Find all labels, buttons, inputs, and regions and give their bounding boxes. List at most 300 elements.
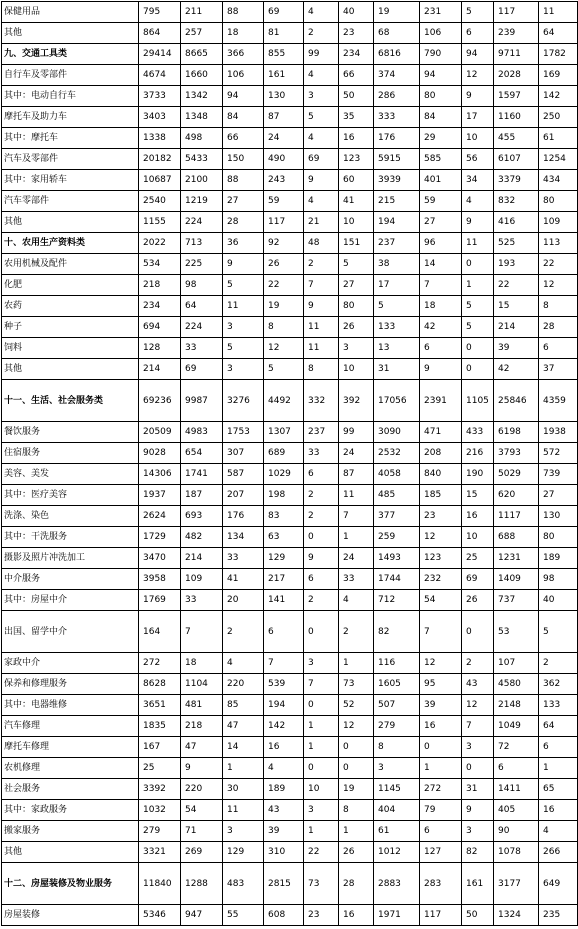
value-cell: 95 <box>420 674 462 695</box>
value-cell: 539 <box>264 674 304 695</box>
value-cell: 207 <box>223 485 264 506</box>
value-cell: 654 <box>181 443 223 464</box>
value-cell: 3793 <box>494 443 539 464</box>
value-cell: 17 <box>462 107 494 128</box>
value-cell: 1160 <box>494 107 539 128</box>
value-cell: 22 <box>494 275 539 296</box>
value-cell: 150 <box>223 149 264 170</box>
value-cell: 21 <box>304 212 339 233</box>
value-cell: 96 <box>420 233 462 254</box>
value-cell: 1597 <box>494 86 539 107</box>
value-cell: 832 <box>494 191 539 212</box>
value-cell: 26 <box>339 317 374 338</box>
value-cell: 1078 <box>494 842 539 863</box>
table-row <box>2 821 578 842</box>
table-row <box>2 611 578 653</box>
value-cell: 739 <box>539 464 578 485</box>
value-cell: 0 <box>462 338 494 359</box>
value-cell: 4058 <box>374 464 420 485</box>
value-cell: 5029 <box>494 464 539 485</box>
value-cell: 1 <box>339 527 374 548</box>
value-cell: 73 <box>339 674 374 695</box>
value-cell: 790 <box>420 44 462 65</box>
value-cell: 220 <box>181 779 223 800</box>
value-cell: 4 <box>264 758 304 779</box>
value-cell: 26 <box>264 254 304 275</box>
category-name-cell: 餐饮服务 <box>2 422 139 443</box>
value-cell: 2022 <box>139 233 181 254</box>
value-cell: 1409 <box>494 569 539 590</box>
value-cell: 11840 <box>139 863 181 905</box>
value-cell: 2 <box>304 506 339 527</box>
value-cell: 6 <box>420 338 462 359</box>
value-cell: 80 <box>339 296 374 317</box>
category-name-cell: 保养和修理服务 <box>2 674 139 695</box>
value-cell: 1 <box>223 758 264 779</box>
value-cell: 6 <box>304 569 339 590</box>
value-cell: 3 <box>304 653 339 674</box>
value-cell: 24 <box>339 443 374 464</box>
value-cell: 234 <box>139 296 181 317</box>
value-cell: 151 <box>339 233 374 254</box>
value-cell: 83 <box>264 506 304 527</box>
table-row <box>2 443 578 464</box>
value-cell: 585 <box>420 149 462 170</box>
value-cell: 10687 <box>139 170 181 191</box>
value-cell: 377 <box>374 506 420 527</box>
category-name-cell: 化肥 <box>2 275 139 296</box>
value-cell: 29414 <box>139 44 181 65</box>
value-cell: 3 <box>462 821 494 842</box>
value-cell: 80 <box>539 527 578 548</box>
value-cell: 694 <box>139 317 181 338</box>
value-cell: 216 <box>462 443 494 464</box>
value-cell: 713 <box>181 233 223 254</box>
category-name-cell: 其他 <box>2 842 139 863</box>
value-cell: 1231 <box>494 548 539 569</box>
value-cell: 189 <box>539 548 578 569</box>
value-cell: 3 <box>304 800 339 821</box>
value-cell: 109 <box>539 212 578 233</box>
value-cell: 69 <box>462 569 494 590</box>
value-cell: 234 <box>339 44 374 65</box>
value-cell: 1741 <box>181 464 223 485</box>
value-cell: 1938 <box>539 422 578 443</box>
value-cell: 259 <box>374 527 420 548</box>
category-name-cell: 房屋装修 <box>2 905 139 926</box>
category-name-cell: 其他 <box>2 23 139 44</box>
value-cell: 2148 <box>494 695 539 716</box>
value-cell: 10 <box>304 779 339 800</box>
category-name-cell: 其中：医疗美容 <box>2 485 139 506</box>
category-name-cell: 十、农用生产资料类 <box>2 233 139 254</box>
value-cell: 176 <box>223 506 264 527</box>
category-name-cell: 其他 <box>2 212 139 233</box>
value-cell: 117 <box>420 905 462 926</box>
value-cell: 0 <box>304 527 339 548</box>
category-name-cell: 种子 <box>2 317 139 338</box>
value-cell: 1971 <box>374 905 420 926</box>
table-row <box>2 905 578 926</box>
value-cell: 9 <box>462 800 494 821</box>
category-name-cell: 保健用品 <box>2 2 139 23</box>
value-cell: 27 <box>539 485 578 506</box>
value-cell: 1 <box>462 275 494 296</box>
value-cell: 1324 <box>494 905 539 926</box>
value-cell: 1753 <box>223 422 264 443</box>
value-cell: 864 <box>139 23 181 44</box>
table-row <box>2 296 578 317</box>
value-cell: 5 <box>339 254 374 275</box>
value-cell: 4674 <box>139 65 181 86</box>
value-cell: 98 <box>181 275 223 296</box>
value-cell: 5433 <box>181 149 223 170</box>
value-cell: 218 <box>181 716 223 737</box>
value-cell: 2624 <box>139 506 181 527</box>
value-cell: 22 <box>539 254 578 275</box>
value-cell: 737 <box>494 590 539 611</box>
value-cell: 31 <box>462 779 494 800</box>
value-cell: 332 <box>304 380 339 422</box>
value-cell: 0 <box>304 695 339 716</box>
value-cell: 237 <box>304 422 339 443</box>
value-cell: 9987 <box>181 380 223 422</box>
value-cell: 2815 <box>264 863 304 905</box>
value-cell: 1342 <box>181 86 223 107</box>
value-cell: 1117 <box>494 506 539 527</box>
table-row <box>2 695 578 716</box>
value-cell: 9 <box>462 212 494 233</box>
value-cell: 2 <box>223 611 264 653</box>
value-cell: 5 <box>539 611 578 653</box>
category-name-cell: 其中：家政服务 <box>2 800 139 821</box>
value-cell: 3 <box>223 317 264 338</box>
value-cell: 16 <box>420 716 462 737</box>
value-cell: 33 <box>223 548 264 569</box>
value-cell: 12 <box>264 338 304 359</box>
value-cell: 1155 <box>139 212 181 233</box>
value-cell: 1 <box>420 758 462 779</box>
value-cell: 68 <box>374 23 420 44</box>
value-cell: 239 <box>494 23 539 44</box>
value-cell: 235 <box>539 905 578 926</box>
value-cell: 20 <box>223 590 264 611</box>
table-row <box>2 2 578 23</box>
category-name-cell: 其中：家用轿车 <box>2 170 139 191</box>
value-cell: 161 <box>462 863 494 905</box>
value-cell: 48 <box>304 233 339 254</box>
value-cell: 142 <box>264 716 304 737</box>
value-cell: 24 <box>264 128 304 149</box>
value-cell: 1288 <box>181 863 223 905</box>
table-row <box>2 44 578 65</box>
table-row <box>2 548 578 569</box>
value-cell: 485 <box>374 485 420 506</box>
category-name-cell: 十二、房屋装修及物业服务 <box>2 863 139 905</box>
value-cell: 11 <box>539 2 578 23</box>
value-cell: 525 <box>494 233 539 254</box>
category-name-cell: 美容、美发 <box>2 464 139 485</box>
value-cell: 69 <box>264 2 304 23</box>
table-row <box>2 863 578 905</box>
category-name-cell: 九、交通工具类 <box>2 44 139 65</box>
value-cell: 43 <box>462 674 494 695</box>
value-cell: 90 <box>494 821 539 842</box>
value-cell: 4 <box>223 653 264 674</box>
value-cell: 649 <box>539 863 578 905</box>
value-cell: 1145 <box>374 779 420 800</box>
value-cell: 6198 <box>494 422 539 443</box>
value-cell: 187 <box>181 485 223 506</box>
table-row <box>2 422 578 443</box>
value-cell: 53 <box>494 611 539 653</box>
value-cell: 434 <box>539 170 578 191</box>
value-cell: 12 <box>462 65 494 86</box>
value-cell: 12 <box>339 716 374 737</box>
table-row <box>2 590 578 611</box>
value-cell: 9 <box>304 296 339 317</box>
value-cell: 250 <box>539 107 578 128</box>
value-cell: 82 <box>374 611 420 653</box>
value-cell: 50 <box>462 905 494 926</box>
table-row <box>2 212 578 233</box>
value-cell: 106 <box>223 65 264 86</box>
value-cell: 50 <box>339 86 374 107</box>
category-name-cell: 摄影及照片冲洗加工 <box>2 548 139 569</box>
category-name-cell: 其他 <box>2 359 139 380</box>
value-cell: 7 <box>181 611 223 653</box>
value-cell: 94 <box>223 86 264 107</box>
value-cell: 7 <box>339 506 374 527</box>
value-cell: 1338 <box>139 128 181 149</box>
value-cell: 433 <box>462 422 494 443</box>
value-cell: 6 <box>462 23 494 44</box>
value-cell: 4 <box>339 590 374 611</box>
value-cell: 5 <box>462 2 494 23</box>
value-cell: 18 <box>223 23 264 44</box>
value-cell: 1744 <box>374 569 420 590</box>
value-cell: 3 <box>223 821 264 842</box>
value-cell: 0 <box>462 611 494 653</box>
value-cell: 4 <box>462 191 494 212</box>
table-row <box>2 107 578 128</box>
value-cell: 42 <box>494 359 539 380</box>
value-cell: 39 <box>264 821 304 842</box>
value-cell: 106 <box>420 23 462 44</box>
value-cell: 1049 <box>494 716 539 737</box>
value-cell: 39 <box>494 338 539 359</box>
value-cell: 3403 <box>139 107 181 128</box>
table-row <box>2 569 578 590</box>
value-cell: 59 <box>264 191 304 212</box>
value-cell: 194 <box>374 212 420 233</box>
value-cell: 84 <box>420 107 462 128</box>
table-row <box>2 779 578 800</box>
value-cell: 214 <box>494 317 539 338</box>
value-cell: 15 <box>494 296 539 317</box>
value-cell: 116 <box>374 653 420 674</box>
value-cell: 1411 <box>494 779 539 800</box>
value-cell: 20182 <box>139 149 181 170</box>
value-cell: 1660 <box>181 65 223 86</box>
value-cell: 2883 <box>374 863 420 905</box>
value-cell: 4 <box>304 191 339 212</box>
value-cell: 855 <box>264 44 304 65</box>
value-cell: 88 <box>223 170 264 191</box>
table-row <box>2 800 578 821</box>
value-cell: 498 <box>181 128 223 149</box>
table-row <box>2 149 578 170</box>
value-cell: 269 <box>181 842 223 863</box>
category-name-cell: 社会服务 <box>2 779 139 800</box>
value-cell: 30 <box>223 779 264 800</box>
value-cell: 608 <box>264 905 304 926</box>
table-body <box>2 2 578 926</box>
value-cell: 1219 <box>181 191 223 212</box>
value-cell: 693 <box>181 506 223 527</box>
value-cell: 840 <box>420 464 462 485</box>
value-cell: 55 <box>223 905 264 926</box>
value-cell: 2532 <box>374 443 420 464</box>
statistics-table-page <box>1 1 577 927</box>
value-cell: 307 <box>223 443 264 464</box>
value-cell: 65 <box>539 779 578 800</box>
value-cell: 286 <box>374 86 420 107</box>
category-name-cell: 其中：干洗服务 <box>2 527 139 548</box>
value-cell: 99 <box>304 44 339 65</box>
value-cell: 16 <box>462 506 494 527</box>
table-row <box>2 737 578 758</box>
value-cell: 35 <box>339 107 374 128</box>
value-cell: 11 <box>223 296 264 317</box>
value-cell: 194 <box>264 695 304 716</box>
category-name-cell: 其中：房屋中介 <box>2 590 139 611</box>
value-cell: 164 <box>139 611 181 653</box>
value-cell: 3958 <box>139 569 181 590</box>
value-cell: 266 <box>539 842 578 863</box>
value-cell: 712 <box>374 590 420 611</box>
value-cell: 133 <box>374 317 420 338</box>
value-cell: 81 <box>264 23 304 44</box>
table-row <box>2 842 578 863</box>
table-row <box>2 758 578 779</box>
value-cell: 5 <box>264 359 304 380</box>
value-cell: 123 <box>420 548 462 569</box>
value-cell: 10 <box>462 527 494 548</box>
value-cell: 73 <box>304 863 339 905</box>
value-cell: 130 <box>539 506 578 527</box>
value-cell: 587 <box>223 464 264 485</box>
value-cell: 6107 <box>494 149 539 170</box>
value-cell: 36 <box>223 233 264 254</box>
value-cell: 18 <box>420 296 462 317</box>
category-name-cell: 洗涤、染色 <box>2 506 139 527</box>
value-cell: 14 <box>223 737 264 758</box>
value-cell: 6 <box>494 758 539 779</box>
value-cell: 41 <box>339 191 374 212</box>
value-cell: 69 <box>304 149 339 170</box>
value-cell: 19 <box>264 296 304 317</box>
value-cell: 23 <box>304 905 339 926</box>
value-cell: 401 <box>420 170 462 191</box>
value-cell: 54 <box>420 590 462 611</box>
table-row <box>2 716 578 737</box>
value-cell: 11 <box>304 338 339 359</box>
value-cell: 1769 <box>139 590 181 611</box>
value-cell: 6 <box>539 338 578 359</box>
value-cell: 6 <box>539 737 578 758</box>
value-cell: 43 <box>264 800 304 821</box>
value-cell: 620 <box>494 485 539 506</box>
table-row <box>2 86 578 107</box>
value-cell: 28 <box>223 212 264 233</box>
value-cell: 534 <box>139 254 181 275</box>
value-cell: 142 <box>539 86 578 107</box>
value-cell: 218 <box>139 275 181 296</box>
value-cell: 29 <box>420 128 462 149</box>
value-cell: 237 <box>374 233 420 254</box>
value-cell: 0 <box>462 359 494 380</box>
value-cell: 16 <box>539 800 578 821</box>
value-cell: 28 <box>539 317 578 338</box>
value-cell: 23 <box>339 23 374 44</box>
value-cell: 23 <box>420 506 462 527</box>
value-cell: 109 <box>181 569 223 590</box>
value-cell: 133 <box>539 695 578 716</box>
value-cell: 4 <box>539 821 578 842</box>
category-name-cell: 搬家服务 <box>2 821 139 842</box>
category-name-cell: 汽车修理 <box>2 716 139 737</box>
value-cell: 2 <box>304 23 339 44</box>
value-cell: 366 <box>223 44 264 65</box>
value-cell: 94 <box>420 65 462 86</box>
value-cell: 5 <box>462 296 494 317</box>
value-cell: 10 <box>339 212 374 233</box>
value-cell: 34 <box>462 170 494 191</box>
value-cell: 272 <box>139 653 181 674</box>
category-name-cell: 十一、生活、社会服务类 <box>2 380 139 422</box>
value-cell: 1937 <box>139 485 181 506</box>
table-row <box>2 65 578 86</box>
value-cell: 10 <box>339 359 374 380</box>
value-cell: 33 <box>181 590 223 611</box>
table-row <box>2 359 578 380</box>
value-cell: 471 <box>420 422 462 443</box>
value-cell: 38 <box>374 254 420 275</box>
value-cell: 92 <box>264 233 304 254</box>
category-name-cell: 摩托车修理 <box>2 737 139 758</box>
category-name-cell: 摩托车及助力车 <box>2 107 139 128</box>
category-name-cell: 农机修理 <box>2 758 139 779</box>
value-cell: 224 <box>181 317 223 338</box>
value-cell: 60 <box>339 170 374 191</box>
value-cell: 279 <box>139 821 181 842</box>
value-cell: 5 <box>304 107 339 128</box>
value-cell: 190 <box>462 464 494 485</box>
value-cell: 2 <box>304 590 339 611</box>
value-cell: 9 <box>420 359 462 380</box>
value-cell: 117 <box>494 2 539 23</box>
value-cell: 0 <box>420 737 462 758</box>
value-cell: 1348 <box>181 107 223 128</box>
value-cell: 0 <box>339 758 374 779</box>
table-row <box>2 317 578 338</box>
category-name-cell: 自行车及零部件 <box>2 65 139 86</box>
value-cell: 47 <box>181 737 223 758</box>
category-name-cell: 饲料 <box>2 338 139 359</box>
value-cell: 5 <box>223 338 264 359</box>
table-row <box>2 338 578 359</box>
